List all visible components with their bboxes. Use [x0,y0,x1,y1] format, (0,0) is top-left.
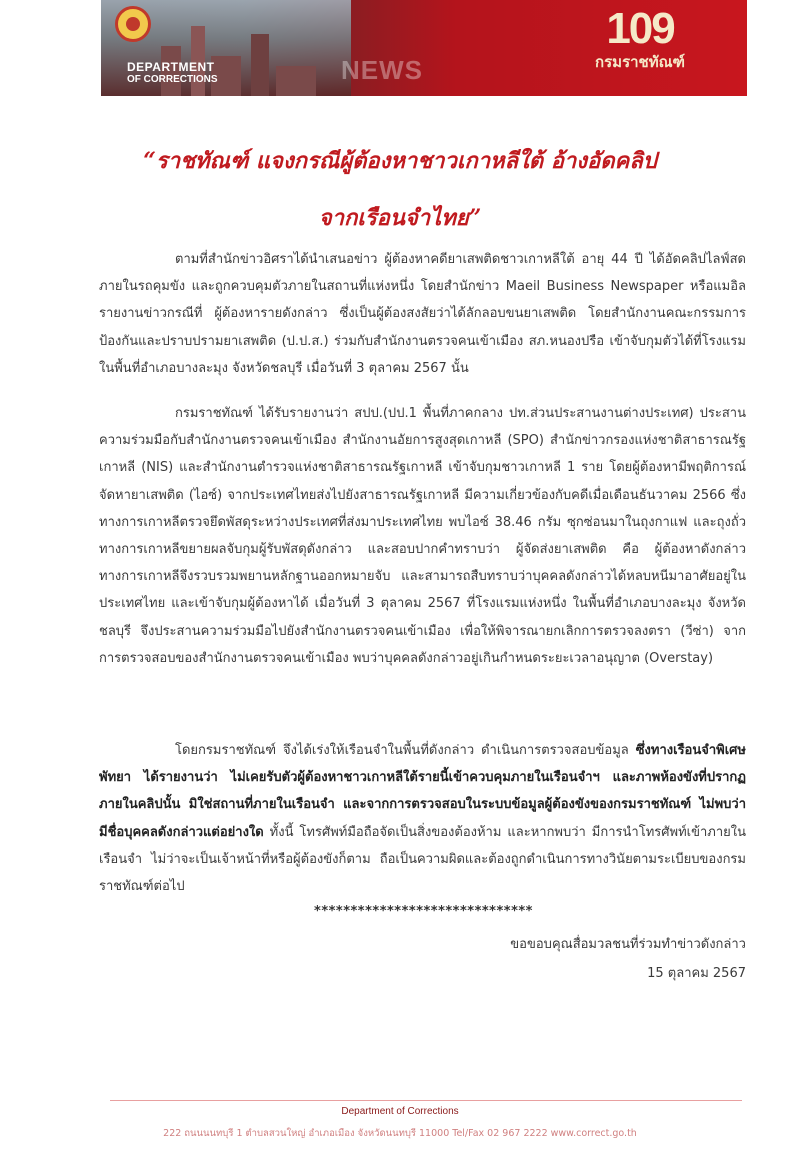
department-name-line1: DEPARTMENT [127,60,215,74]
separator-stars: ****************************** [314,904,533,919]
anniversary-number: 109 [606,4,674,53]
body-paragraph-1: ตามที่สำนักข่าวอิศราได้นำเสนอข่าว ผู้ต้องหาคดียาเสพติดชาวเกาหลีใต้ อายุ 44 ปี ได้อัดคลิปไลฟ์สดภายในรถคุมขัง และถูกควบคุมตัวภายในสถานที่แห่งหนึ่ง โดยสำนักข่าว Maeil Business Newspaper หรือแมอิล รายงานข่าวกรณีที่ ผู้ต้องหารายดังกล่าว ซึ่งเป็นผู้ต้องสงสัยว่าได้ลักลอบขนยาเสพติด โดยสำนักงานคณะกรรมการป้องกันและปราบปรามยาเสพติด (ป.ป.ส.) ร่วมกับสำนักงานตรวจคนเข้าเมือง สภ.หนองปรือ เข้าจับกุมตัวได้ที่โรงแรมในพื้นที่อำเภอบางละมุง จังหวัดชลบุรี เมื่อวันที่ 3 ตุลาคม 2567 นั้น [99,252,746,376]
headline-line2: จากเรือนจำไทย” [318,205,482,231]
paragraph-3-bold: ซึ่งทางเรือนจำพิเศษพัทยา ได้รายงานว่า ไม่เคยรับตัวผู้ต้องหาชาวเกาหลีใต้รายนี้เข้าควบคุมภายในเรือนจำฯ และภาพห้องขังที่ปรากฏภายในคลิปนั้น มิใช่สถานที่ภายในเรือนจำ และจากการตรวจสอบในระบบข้อมูลผู้ต้องขังของกรมราชทัณฑ์ ไม่พบว่ามีชื่อบุคคลดังกล่าวแต่อย่างใด [99,743,746,840]
footer-divider [110,1100,742,1101]
body-paragraph-3 [99,737,746,900]
body-paragraph-2: กรมราชทัณฑ์ ได้รับรายงานว่า สปป.(ปป.1 พื้นที่ภาคกลาง ปท.ส่วนประสานงานต่างประเทศ) ประสานความร่วมมือกับสำนักงานตรวจคนเข้าเมือง สำนักงานอัยการสูงสุดเกาหลี (SPO) สำนักข่าวกรองแห่งชาติสาธารณรัฐเกาหลี (NIS) และสำนักงานตำรวจแห่งชาติสาธารณรัฐเกาหลี เข้าจับกุมชาวเกาหลี 1 ราย โดยผู้ต้องหามีพฤติการณ์จัดหายาเสพติด (ไอซ์) จากประเทศไทยส่งไปยังสาธารณรัฐเกาหลี มีความเกี่ยวข้องกับคดีเมื่อเดือนธันวาคม 2566 ซึ่งทางการเกาหลีตรวจยึดพัสดุระหว่างประเทศที่ส่งมาประเทศไทย พบไอซ์ 38.46 กรัม ซุกซ่อนมาในถุงกาแฟ และถุงถั่ว ทางการเกาหลีขยายผลจับกุมผู้รับพัสดุดังกล่าว และสอบปากคำทราบว่า ผู้จัดส่งยาเสพติด คือ ผู้ต้องหาดังกล่าว ทางการเกาหลีจึงรวบรวมพยานหลักฐานออกหมายจับ และสามารถสืบทราบว่าบุคคลดังกล่าวได้หลบหนีมาอาศัยอยู่ในประเทศไทย และเข้าจับกุมผู้ต้องหาได้ เมื่อวันที่ 3 ตุลาคม 2567 ที่โรงแรมแห่งหนึ่ง ในพื้นที่อำเภอบางละมุง จังหวัดชลบุรี จึงประสานความร่วมมือไปยังสำนักงานตรวจคนเข้าเมือง เพื่อให้พิจารณายกเลิกการตรวจลงตรา (วีซ่า) จากการตรวจสอบของสำนักงานตรวจคนเข้าเมือง พบว่าบุคคลดังกล่าวอยู่เกินกำหนดระยะเวลาอนุญาต (Overstay) [99,406,746,666]
anniversary-org: กรมราชทัณฑ์ [595,54,685,71]
footer-address: 222 ถนนนนทบุรี 1 ตำบลสวนใหญ่ อำเภอเมือง จังหวัดนนทบุรี 11000 Tel/Fax 02 967 2222 www.correct.go.th [163,1128,637,1139]
department-seal-logo [115,6,151,42]
anniversary-emblem [595,6,685,74]
release-date: 15 ตุลาคม 2567 [647,966,746,981]
header-banner [101,0,747,96]
paragraph-3-lead: โดยกรมราชทัณฑ์ จึงได้เร่งให้เรือนจำในพื้นที่ดังกล่าว ดำเนินการตรวจสอบข้อมูล [175,743,636,758]
paragraph-3-tail: ทั้งนี้ โทรศัพท์มือถือจัดเป็นสิ่งของต้องห้าม และหากพบว่า มีการนำโทรศัพท์เข้าภายในเรือนจำ ไม่ว่าจะเป็นเจ้าหน้าที่หรือผู้ต้องขังก็ตาม ถือเป็นความผิดและต้องถูกดำเนินการทางวินัยตามระเบียบของกรมราชทัณฑ์ต่อไป [99,824,746,895]
news-label: NEWS [341,55,423,85]
thanks-line: ขอขอบคุณสื่อมวลชนที่ร่วมทำข่าวดังกล่าว [510,937,746,952]
footer-title: Department of Corrections [341,1106,459,1117]
department-name-line2: OF CORRECTIONS [127,74,218,85]
headline-line1: “ราชทัณฑ์ แจงกรณีผู้ต้องหาชาวเกาหลีใต้ อ้างอัดคลิป [143,148,657,174]
